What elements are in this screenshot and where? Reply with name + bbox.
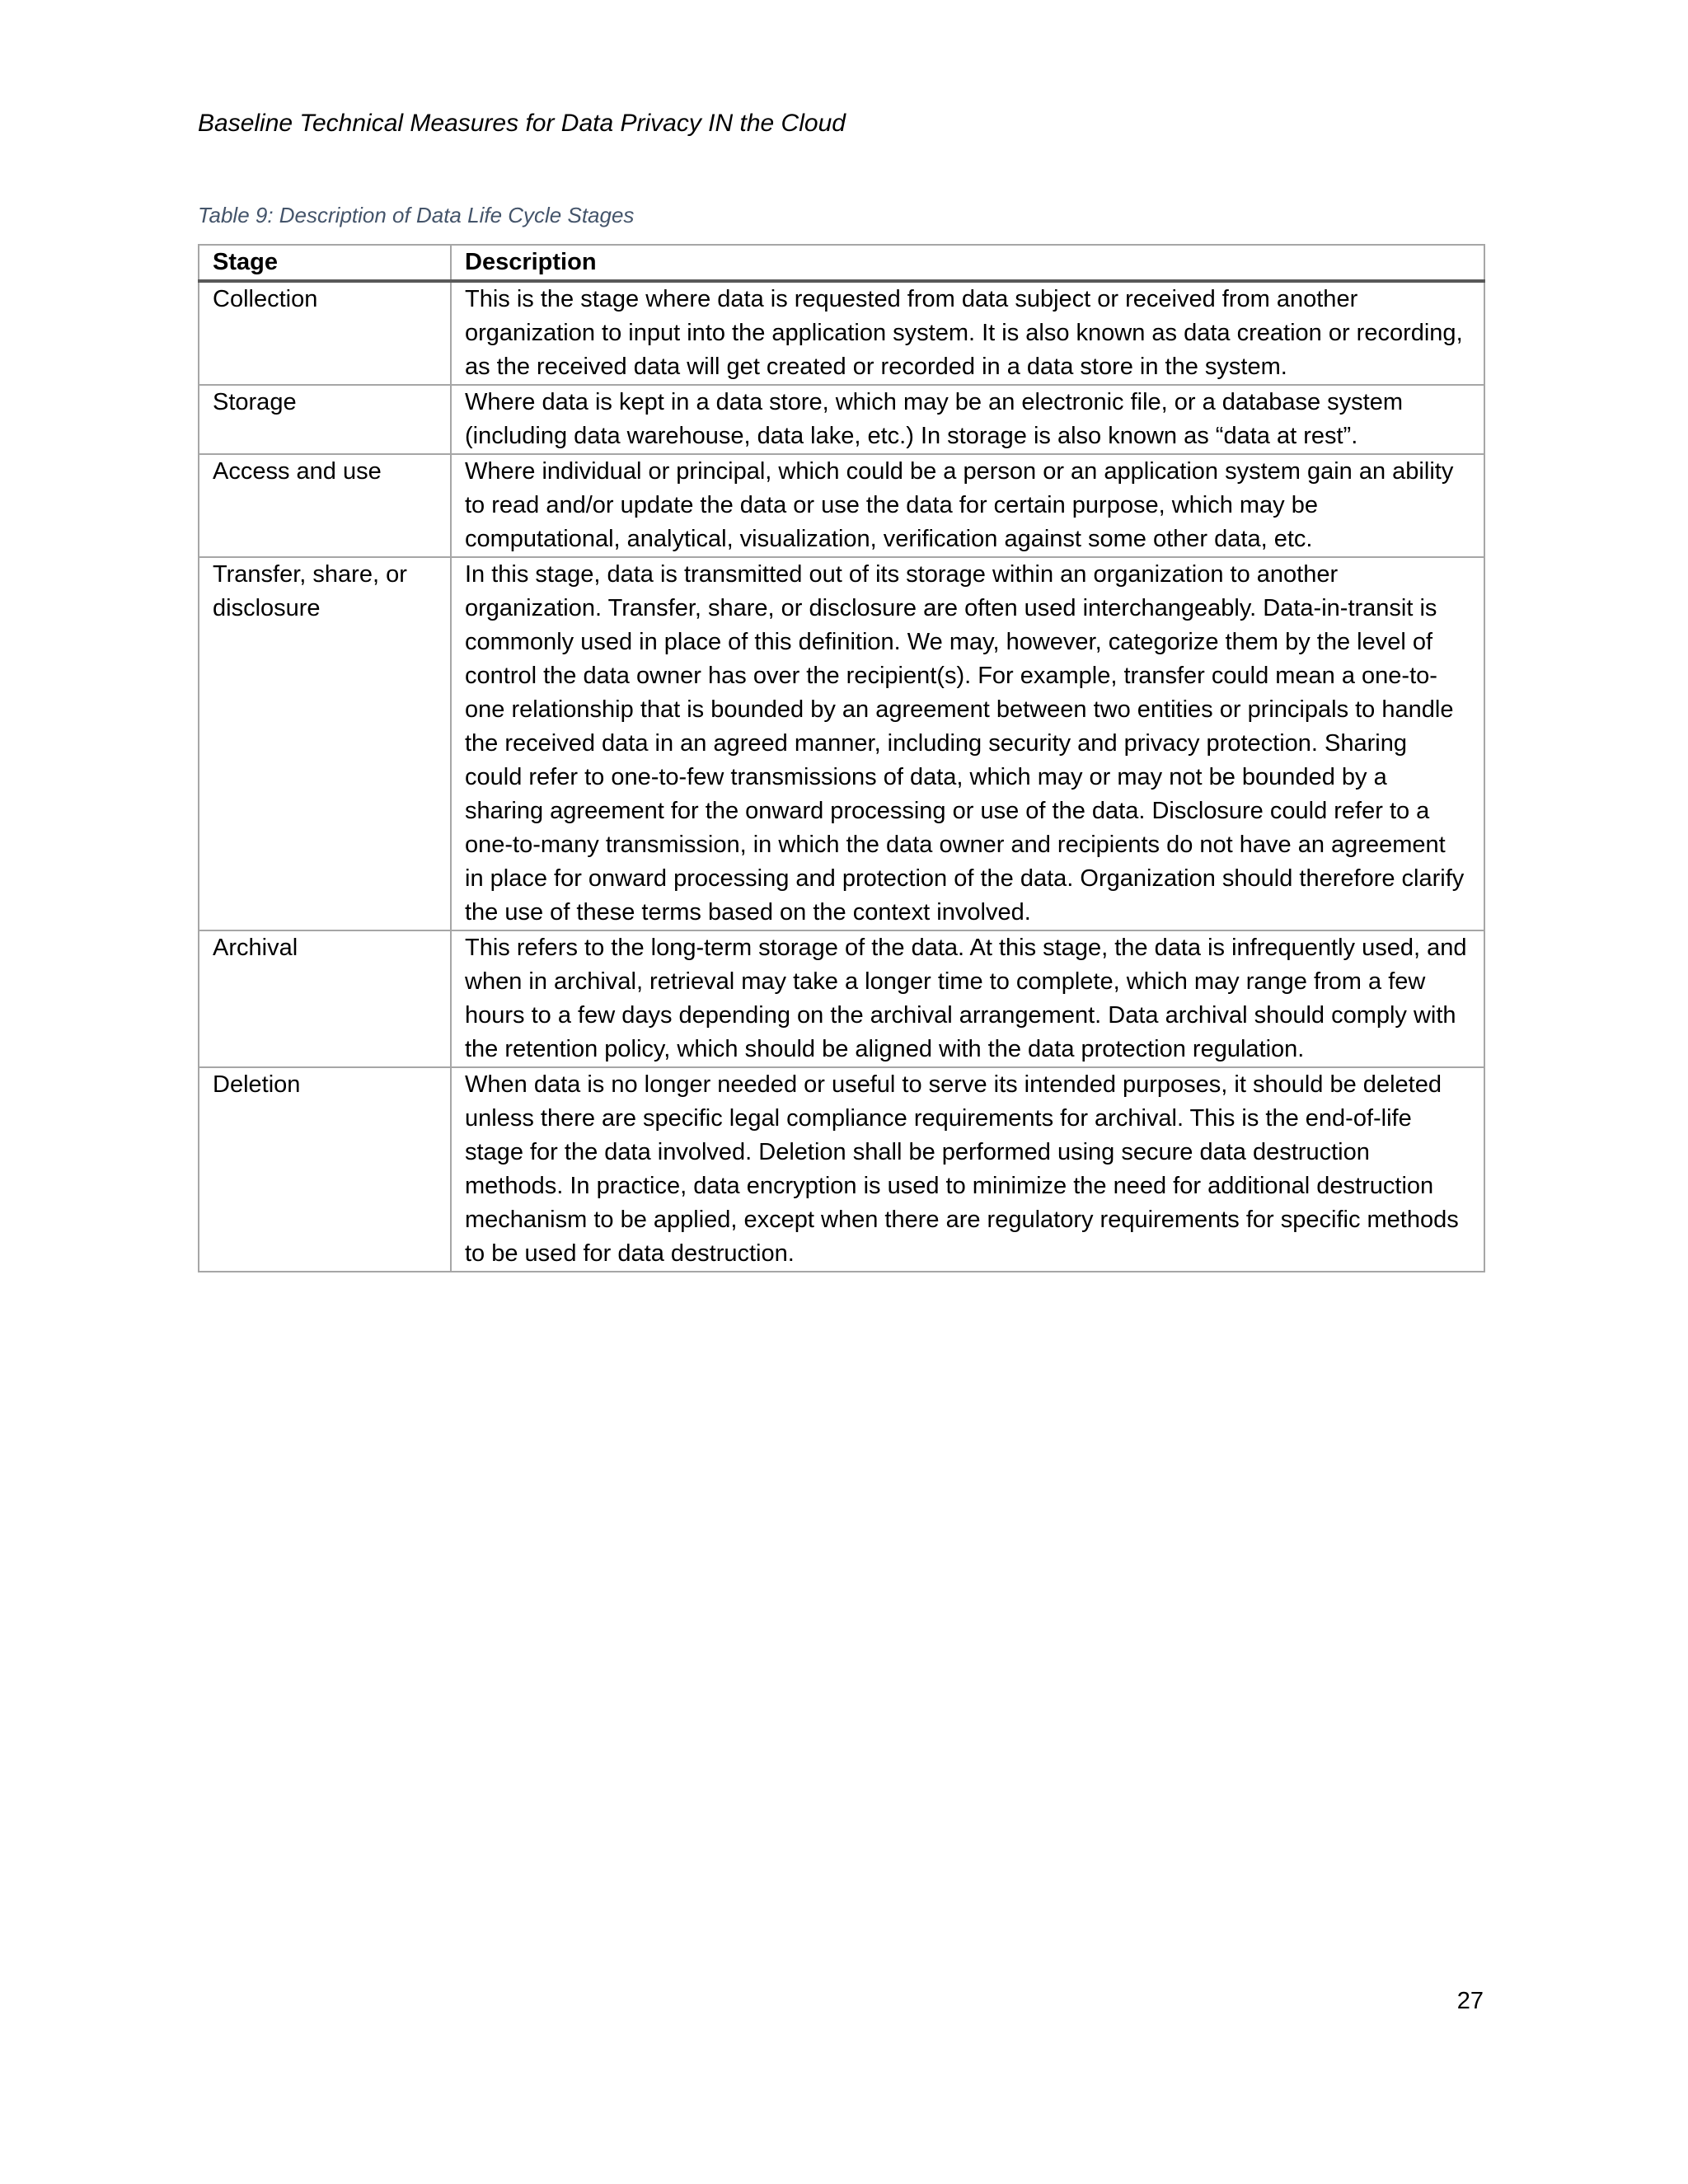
- page-number: 27: [1456, 1988, 1484, 2014]
- stage-cell: Storage: [199, 385, 451, 454]
- table-row: [199, 1067, 1484, 1272]
- data-life-cycle-table: [198, 244, 1485, 1272]
- description-cell: When data is no longer needed or useful to serve its intended purposes, it should be deleted unless there are specific legal compliance requirements for archival. This is the end-of-life stage for the data involved. Deletion shall be performed using secure data destruction methods. In practice, data encryption is used to minimize the need for additional destruction mechanism to be applied, except when there are regulatory requirements for specific methods to be used for data destruction.: [451, 1067, 1484, 1272]
- stage-cell: Archival: [199, 930, 451, 1067]
- description-cell: Where individual or principal, which could be a person or an application system gain an ability to read and/or update the data or use the data for certain purpose, which may be computational, analytical, visualization, verification against some other data, etc.: [451, 454, 1484, 557]
- column-header-stage: Stage: [199, 245, 451, 281]
- stage-cell: Collection: [199, 281, 451, 385]
- stage-cell: Access and use: [199, 454, 451, 557]
- column-header-description: Description: [451, 245, 1484, 281]
- table-row: [199, 454, 1484, 557]
- table-row: [199, 557, 1484, 930]
- table-header-row: [199, 245, 1484, 281]
- stage-cell: Transfer, share, or disclosure: [199, 557, 451, 930]
- table-row: [199, 281, 1484, 385]
- description-cell: In this stage, data is transmitted out of its storage within an organization to another organization. Transfer, share, or disclosure are often used interchangeably. Data-in-transit is commonly used in place of this definition. We may, however, categorize them by the level of control the data owner has over the recipient(s). For example, transfer could mean a one-to-one relationship that is bounded by an agreement between two entities or principals to handle the received data in an agreed manner, including security and privacy protection. Sharing could refer to one-to-few transmissions of data, which may or may not be bounded by a sharing agreement for the onward processing or use of the data. Disclosure could refer to a one-to-many transmission, in which the data owner and recipients do not have an agreement in place for onward processing and protection of the data. Organization should therefore clarify the use of these terms based on the context involved.: [451, 557, 1484, 930]
- stage-cell: Deletion: [199, 1067, 451, 1272]
- table-row: [199, 930, 1484, 1067]
- description-cell: Where data is kept in a data store, which may be an electronic file, or a database system (including data warehouse, data lake, etc.) In storage is also known as “data at rest”.: [451, 385, 1484, 454]
- document-header-title: Baseline Technical Measures for Data Privacy IN the Cloud: [198, 110, 846, 137]
- table-row: [199, 385, 1484, 454]
- table-caption: Table 9: Description of Data Life Cycle Stages: [198, 203, 635, 227]
- description-cell: This is the stage where data is requested from data subject or received from another organization to input into the application system. It is also known as data creation or recording, as the received data will get created or recorded in a data store in the system.: [451, 281, 1484, 385]
- description-cell: This refers to the long-term storage of the data. At this stage, the data is infrequently used, and when in archival, retrieval may take a longer time to complete, which may range from a few hours to a few days depending on the archival arrangement. Data archival should comply with the retention policy, which should be aligned with the data protection regulation.: [451, 930, 1484, 1067]
